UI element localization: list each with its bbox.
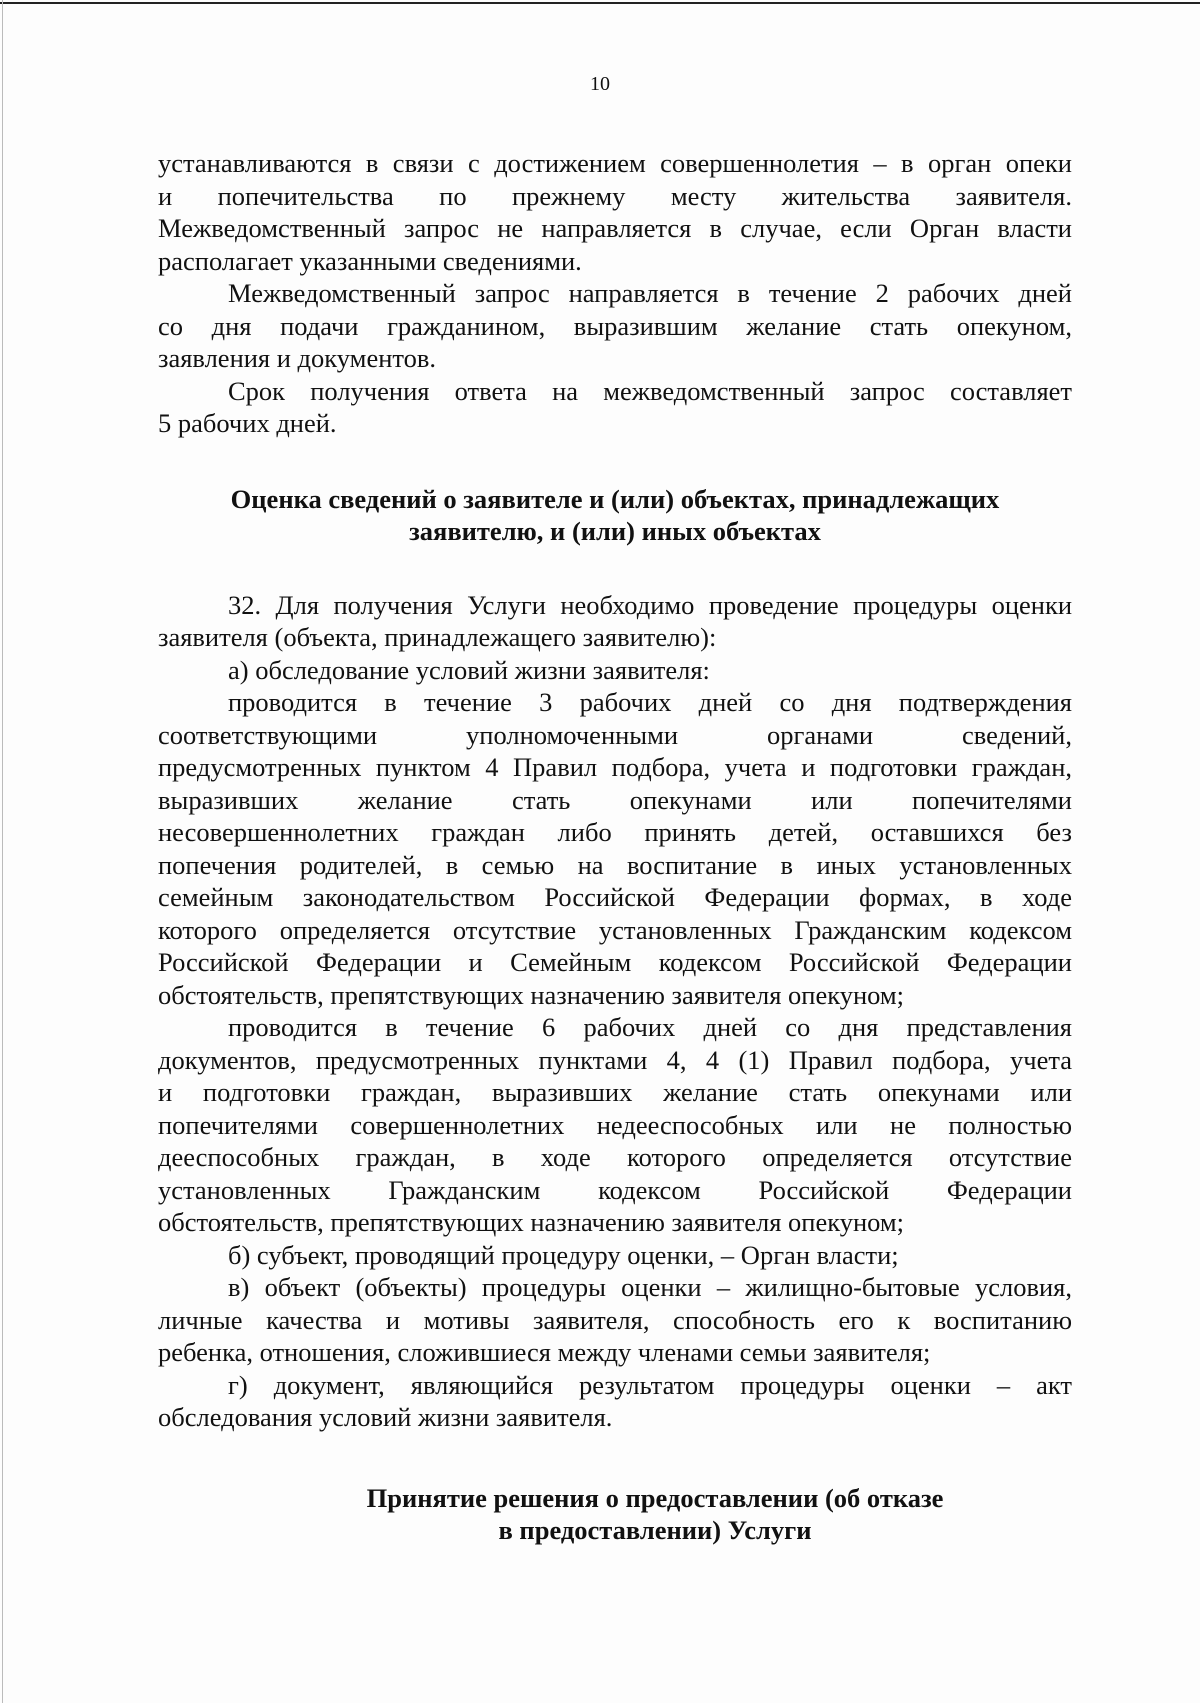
text-line: соответствующими уполномоченными органами сведений, — [158, 719, 1072, 750]
paragraph — [158, 686, 1072, 1011]
text-line: со дня подачи гражданином, выразившим желание стать опекуном, — [158, 310, 1072, 341]
text-line: 32. Для получения Услуги необходимо проведение процедуры оценки — [228, 589, 1072, 620]
page-number: 10 — [590, 73, 610, 95]
text-line: в) объект (объекты) процедуры оценки – жилищно-бытовые условия, — [228, 1272, 1072, 1302]
text-line: которого определяется отсутствие установленных Гражданским кодексом — [158, 914, 1072, 945]
text-line: несовершеннолетних граждан либо принять детей, оставшихся без — [158, 817, 1072, 847]
text-line: заявления и документов. — [158, 343, 437, 373]
section-heading — [158, 1482, 1072, 1547]
text-line: 5 рабочих дней. — [158, 408, 337, 438]
text-line: выразивших желание стать опекунами или попечителями — [158, 784, 1072, 815]
text-line: семейным законодательством Российской Федерации формах, в ходе — [158, 882, 1072, 912]
heading-line: заявителю, и (или) иных объектах — [409, 516, 821, 546]
text-line: устанавливаются в связи с достижением совершеннолетия – в орган опеки — [158, 148, 1072, 178]
text-line: проводится в течение 6 рабочих дней со дня представления — [228, 1012, 1072, 1042]
paragraph — [158, 277, 1072, 375]
section-heading — [158, 483, 1072, 548]
paragraph — [158, 1011, 1072, 1239]
text-line: обстоятельств, препятствующих назначению заявителя опекуном; — [158, 979, 905, 1010]
text-line: Межведомственный запрос не направляется в случае, если Орган власти — [158, 213, 1072, 243]
text-line: заявителя (объекта, принадлежащего заявителю): — [158, 622, 717, 652]
text-line: проводится в течение 3 рабочих дней со дня подтверждения — [228, 687, 1072, 717]
paragraph — [158, 654, 1072, 687]
text-line: личные качества и мотивы заявителя, способность его к воспитанию — [158, 1304, 1072, 1335]
text-line: установленных Гражданским кодексом Российской Федерации — [158, 1174, 1072, 1205]
paragraph — [158, 375, 1072, 440]
text-line: обследования условий жизни заявителя. — [158, 1402, 613, 1432]
paragraph — [158, 589, 1072, 654]
text-line: попечения родителей, в семью на воспитание в иных установленных — [158, 849, 1072, 880]
text-line: б) субъект, проводящий процедуру оценки, – Орган власти; — [228, 1239, 899, 1270]
text-line: попечителями совершеннолетних недееспособных или не полностью — [158, 1109, 1072, 1140]
paragraph — [158, 1369, 1072, 1434]
text-line: обстоятельств, препятствующих назначению заявителя опекуном; — [158, 1207, 905, 1237]
scan-edge-top — [0, 2, 1200, 4]
text-line: предусмотренных пунктом 4 Правил подбора, учета и подготовки граждан, — [158, 752, 1072, 782]
heading-line: Принятие решения о предоставлении (об отказе — [366, 1482, 944, 1513]
text-line: а) обследование условий жизни заявителя: — [228, 654, 710, 685]
text-line: Срок получения ответа на межведомственный запрос составляет — [228, 375, 1072, 406]
text-line: ребенка, отношения, сложившиеся между членами семьи заявителя; — [158, 1337, 931, 1367]
text-line: документов, предусмотренных пунктами 4, 4 (1) Правил подбора, учета — [158, 1044, 1072, 1075]
text-line: дееспособных граждан, в ходе которого определяется отсутствие — [158, 1142, 1072, 1172]
heading-line: Оценка сведений о заявителе и (или) объектах, принадлежащих — [230, 483, 1000, 514]
document-body — [158, 147, 1072, 1547]
paragraph — [158, 1239, 1072, 1272]
scan-edge-left — [2, 0, 3, 1703]
text-line: Межведомственный запрос направляется в течение 2 рабочих дней — [228, 278, 1072, 308]
text-line: располагает указанными сведениями. — [158, 245, 582, 276]
text-line: и попечительства по прежнему месту жительства заявителя. — [158, 180, 1072, 211]
text-line: и подготовки граждан, выразивших желание стать опекунами или — [158, 1077, 1072, 1107]
text-line: г) документ, являющийся результатом процедуры оценки – акт — [228, 1369, 1072, 1400]
text-line: Российской Федерации и Семейным кодексом Российской Федерации — [158, 947, 1072, 977]
paragraph — [158, 147, 1072, 277]
paragraph — [158, 1271, 1072, 1369]
heading-line: в предоставлении) Услуги — [498, 1515, 812, 1545]
